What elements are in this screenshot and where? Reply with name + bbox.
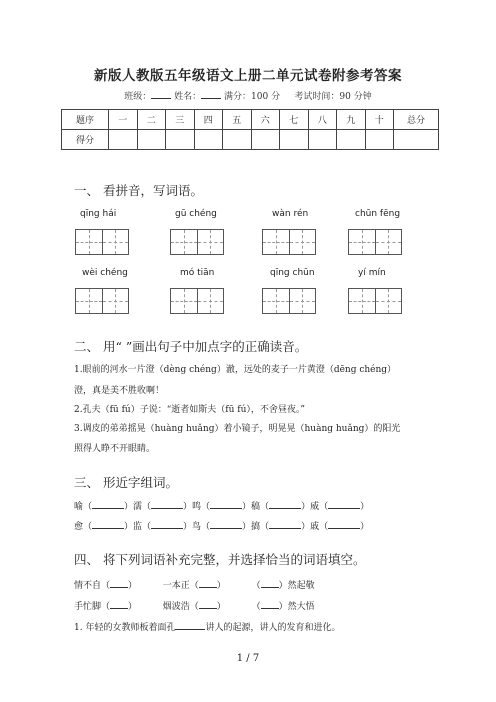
idiom-prompt: ） [128, 602, 138, 612]
answer-blank[interactable] [269, 500, 301, 509]
answer-blank[interactable] [328, 500, 360, 509]
answer-blank[interactable] [199, 579, 217, 588]
answer-blank[interactable] [175, 621, 205, 630]
char-prompt: ） [360, 522, 370, 532]
table-cell: 题序 [62, 110, 109, 130]
class-blank[interactable] [151, 90, 171, 99]
idiom-prompt: （ [251, 602, 261, 612]
idiom-prompt: 一本正（ [162, 581, 199, 591]
idiom-prompt: （ [251, 581, 261, 591]
table-cell: 一 [109, 110, 138, 130]
score-cell[interactable] [109, 130, 138, 150]
score-cell[interactable] [166, 130, 195, 150]
class-label: 班级： [124, 92, 152, 102]
table-cell: 八 [308, 110, 337, 130]
pinyin-label: qīng hái [80, 209, 117, 219]
question-line: 澄，真是美不胜收啊！ [74, 386, 165, 396]
answer-blank[interactable] [210, 500, 242, 509]
pinyin-label: gū chéng [175, 209, 217, 219]
answer-blank[interactable] [199, 600, 217, 609]
idiom-prompt: 烟波浩（ [162, 602, 199, 612]
char-prompt: 愈（ [74, 522, 93, 532]
char-prompt: ）鸟（ [183, 522, 211, 532]
answer-blank[interactable] [328, 520, 360, 529]
pinyin-label: mó tiān [180, 268, 215, 278]
char-prompt: ） [360, 502, 370, 512]
answer-blank[interactable] [261, 579, 279, 588]
score-table-score-row [62, 130, 439, 150]
idiom-prompt: 手忙脚（ [74, 602, 111, 612]
question-text: 讲人的起源，讲人的发育和进化。 [205, 623, 341, 633]
writing-grid[interactable] [348, 288, 402, 314]
char-prompt: ）鸣（ [183, 502, 211, 512]
question-line: 照得人睁不开眼睛。 [74, 444, 156, 454]
exam-info [0, 89, 496, 102]
answer-blank[interactable] [151, 500, 183, 509]
page-number: 1 / 7 [236, 653, 260, 664]
word-group-row [74, 519, 369, 532]
table-cell: 十 [365, 110, 394, 130]
pinyin-label: wèi chéng [82, 268, 128, 278]
char-prompt: ）戚（ [301, 522, 329, 532]
question-line: 3.调皮的弟弟摇晃（huàng huǎng）着小镜子，明晃晃（huàng huǎng）的阳光 [74, 424, 401, 434]
idiom-prompt: ） [216, 581, 226, 591]
writing-grid[interactable] [348, 229, 402, 255]
idiom-prompt: ）然大悟 [278, 602, 315, 612]
question-line: 2.孔夫（fū fú）子说：“逝者如斯夫（fū fú），不舍昼夜。” [74, 405, 306, 415]
writing-grid[interactable] [262, 288, 316, 314]
score-cell[interactable] [137, 130, 166, 150]
table-cell: 九 [337, 110, 366, 130]
score-cell[interactable] [223, 130, 252, 150]
writing-grid[interactable] [170, 288, 224, 314]
score-table-header-row [62, 110, 439, 130]
char-prompt: ）濡（ [124, 502, 152, 512]
char-prompt: ）稿（ [242, 502, 270, 512]
answer-blank[interactable] [151, 520, 183, 529]
writing-grid[interactable] [75, 229, 129, 255]
answer-blank[interactable] [92, 520, 124, 529]
table-cell: 四 [194, 110, 223, 130]
full-score: 满分：100 分 [224, 92, 281, 102]
answer-blank[interactable] [210, 520, 242, 529]
score-cell[interactable] [365, 130, 394, 150]
answer-blank[interactable] [110, 579, 128, 588]
document-title: 新版人教版五年级语文上册二单元试卷附参考答案 [94, 68, 402, 84]
table-cell: 七 [280, 110, 309, 130]
idiom-row [74, 599, 315, 612]
writing-grid[interactable] [170, 229, 224, 255]
answer-blank[interactable] [110, 600, 128, 609]
idiom-row [74, 578, 315, 591]
score-cell[interactable] [194, 130, 223, 150]
section4-heading: 四、 将下列词语补充完整，并选择恰当的词语填空。 [74, 552, 366, 567]
char-prompt: ）监（ [124, 522, 152, 532]
score-table [61, 109, 439, 150]
section2-heading: 二、 用“ ”画出句子中加点字的正确读音。 [74, 339, 308, 354]
pinyin-label: qīng chūn [270, 268, 315, 278]
section1-heading: 一、 看拼音，写词语。 [74, 183, 203, 198]
pinyin-label: wàn rén [272, 209, 309, 219]
fill-in-question [74, 620, 340, 633]
score-cell[interactable] [251, 130, 280, 150]
word-group-row [74, 499, 369, 512]
char-prompt: 喻（ [74, 502, 93, 512]
table-cell: 总分 [394, 110, 439, 130]
answer-blank[interactable] [92, 500, 124, 509]
idiom-prompt: ）然起敬 [278, 581, 315, 591]
table-cell: 六 [251, 110, 280, 130]
writing-grid[interactable] [75, 288, 129, 314]
score-cell[interactable] [337, 130, 366, 150]
table-cell: 三 [166, 110, 195, 130]
idiom-prompt: ） [216, 602, 226, 612]
question-text: 1. 年轻的女教师板着面孔 [74, 623, 176, 633]
score-cell[interactable] [394, 130, 439, 150]
question-line: 1.眼前的河水一片澄（dèng chéng）澈，远处的麦子一片黄澄（dēng chéng） [74, 365, 397, 375]
table-cell: 二 [137, 110, 166, 130]
score-cell[interactable] [280, 130, 309, 150]
table-cell: 五 [223, 110, 252, 130]
score-cell[interactable] [308, 130, 337, 150]
char-prompt: ）搞（ [242, 522, 270, 532]
name-label: 姓名： [174, 92, 202, 102]
answer-blank[interactable] [261, 600, 279, 609]
writing-grid[interactable] [262, 229, 316, 255]
exam-time: 考试时间：90 分钟 [294, 92, 372, 102]
table-cell: 得分 [62, 130, 109, 150]
section3-heading: 三、 形近字组词。 [74, 475, 178, 490]
pinyin-label: yí mín [358, 268, 386, 278]
answer-blank[interactable] [269, 520, 301, 529]
idiom-prompt: ） [128, 581, 138, 591]
idiom-prompt: 情不自（ [74, 581, 111, 591]
name-blank[interactable] [201, 90, 221, 99]
pinyin-label: chūn fēng [355, 209, 401, 219]
char-prompt: ）威（ [301, 502, 329, 512]
